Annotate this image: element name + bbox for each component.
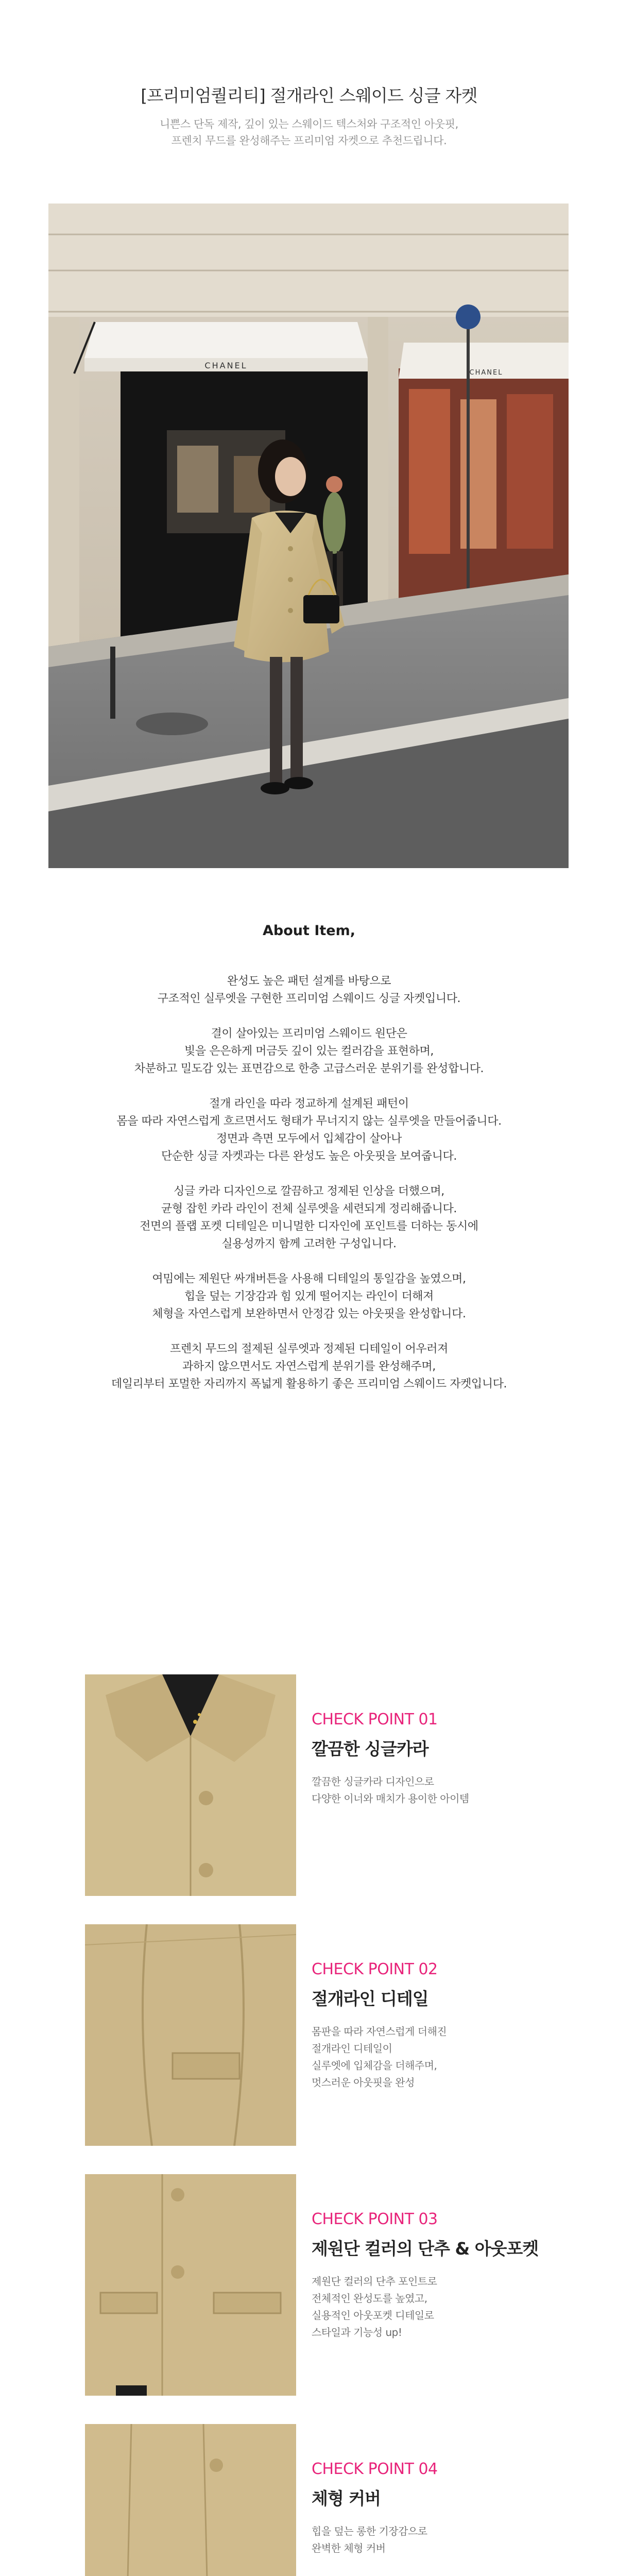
checkpoint-03 bbox=[0, 2174, 618, 2396]
about-line: 싱글 카라 디자인으로 깔끔하고 정제된 인상을 더했으며, bbox=[174, 1185, 444, 1198]
checkpoint-desc-line: 절개라인 디테일이 bbox=[312, 2042, 392, 2055]
subtitle-line: 니쁜스 단독 제작, 깊이 있는 스웨이드 텍스처와 구조적인 아웃핏, bbox=[160, 118, 458, 130]
about-line: 정면과 측면 모두에서 입체감이 살아나 bbox=[216, 1132, 402, 1145]
about-line: 빛을 은은하게 머금듯 깊이 있는 컬러감을 표현하며, bbox=[184, 1045, 434, 1058]
about-line: 차분하고 밀도감 있는 표면감으로 한층 고급스러운 분위기를 완성합니다. bbox=[134, 1062, 484, 1075]
checkpoint-03-text bbox=[312, 2210, 600, 2341]
about-line: 균형 잡힌 카라 라인이 전체 실루엣을 세련되게 정리해줍니다. bbox=[161, 1202, 457, 1215]
about-body bbox=[0, 973, 618, 1393]
checkpoint-desc-line: 제원단 컬러의 단추 포인트로 bbox=[312, 2275, 437, 2287]
checkpoint-01 bbox=[0, 1674, 618, 1896]
checkpoint-desc bbox=[312, 2523, 600, 2557]
about-line: 단순한 싱글 자켓과는 다른 완성도 높은 아웃핏을 보여줍니다. bbox=[161, 1150, 457, 1163]
about-paragraph bbox=[0, 1025, 618, 1078]
checkpoint-desc bbox=[312, 2273, 600, 2341]
about-item-section bbox=[0, 868, 618, 1411]
about-line: 완성도 높은 패턴 설계를 바탕으로 bbox=[227, 975, 391, 988]
checkpoint-title: 체형 커버 bbox=[312, 2488, 381, 2509]
checkpoint-label: CHECK POINT 01 bbox=[312, 1710, 438, 1728]
awning-brand: CHANEL bbox=[204, 361, 248, 370]
product-subtitle bbox=[0, 116, 618, 149]
about-line: 몸을 따라 자연스럽게 흐르면서도 형태가 무너지지 않는 실루엣을 만들어줍니다. bbox=[116, 1115, 502, 1128]
checkpoint-desc-line: 스타일과 기능성 up! bbox=[312, 2326, 402, 2338]
awning-brand-2: CHANEL bbox=[469, 369, 503, 377]
checkpoint-01-photo bbox=[85, 1674, 296, 1896]
about-title: About Item, bbox=[263, 923, 355, 939]
checkpoint-title: 깔끔한 싱글카라 bbox=[312, 1739, 428, 1759]
about-line: 구조적인 실루엣을 구현한 프리미엄 스웨이드 싱글 자켓입니다. bbox=[157, 992, 461, 1005]
checkpoint-label: CHECK POINT 04 bbox=[312, 2460, 438, 2478]
checkpoint-desc-line: 완벽한 체형 커버 bbox=[312, 2542, 386, 2554]
checkpoint-desc bbox=[312, 2023, 600, 2091]
checkpoint-01-text bbox=[312, 1710, 600, 1807]
checkpoint-03-photo bbox=[85, 2174, 296, 2396]
about-paragraph bbox=[0, 1270, 618, 1323]
checkpoint-desc-line: 힙을 덮는 롱한 기장감으로 bbox=[312, 2525, 427, 2537]
checkpoint-04-text bbox=[312, 2460, 600, 2557]
about-line: 체형을 자연스럽게 보완하면서 안정감 있는 아웃핏을 완성합니다. bbox=[152, 1308, 466, 1320]
checkpoint-desc bbox=[312, 1773, 600, 1807]
checkpoint-02-photo bbox=[85, 1924, 296, 2146]
checkpoint-desc-line: 멋스러운 아웃핏을 완성 bbox=[312, 2076, 415, 2089]
about-line: 실용성까지 함께 고려한 구성입니다. bbox=[221, 1238, 397, 1250]
checkpoint-title: 제원단 컬러의 단추 & 아웃포켓 bbox=[312, 2239, 539, 2259]
product-title: [프리미엄퀄리티] 절개라인 스웨이드 싱글 자켓 bbox=[141, 86, 477, 106]
checkpoint-desc-line: 실루엣에 입체감을 더해주며, bbox=[312, 2059, 437, 2072]
about-line: 과하지 않으면서도 자연스럽게 분위기를 완성해주며, bbox=[182, 1360, 436, 1373]
checkpoint-desc-line: 전체적인 완성도를 높였고, bbox=[312, 2292, 427, 2304]
about-paragraph bbox=[0, 973, 618, 1008]
about-line: 힙을 덮는 기장감과 힘 있게 떨어지는 라인이 더해져 bbox=[184, 1290, 434, 1303]
about-paragraph bbox=[0, 1341, 618, 1393]
checkpoint-desc-line: 실용적인 아웃포켓 디테일로 bbox=[312, 2309, 434, 2321]
checkpoint-04 bbox=[0, 2424, 618, 2576]
about-paragraph bbox=[0, 1095, 618, 1165]
checkpoint-desc-line: 깔끔한 싱글카라 디자인으로 bbox=[312, 1775, 434, 1788]
checkpoint-title: 절개라인 디테일 bbox=[312, 1989, 428, 2009]
about-paragraph bbox=[0, 1183, 618, 1253]
checkpoint-label: CHECK POINT 03 bbox=[312, 2210, 438, 2228]
checkpoint-label: CHECK POINT 02 bbox=[312, 1960, 438, 1978]
about-line: 전면의 플랩 포켓 디테일은 미니멀한 디자인에 포인트를 더하는 동시에 bbox=[140, 1220, 478, 1233]
checkpoint-02 bbox=[0, 1924, 618, 2146]
checkpoint-desc-line: 다양한 이너와 매치가 용이한 아이템 bbox=[312, 1792, 469, 1805]
hero-photo bbox=[48, 204, 569, 868]
subtitle-line: 프렌치 무드를 완성해주는 프리미엄 자켓으로 추천드립니다. bbox=[171, 134, 447, 147]
header bbox=[0, 0, 618, 204]
about-line: 프렌치 무드의 절제된 실루엣과 정제된 디테일이 어우러져 bbox=[169, 1343, 448, 1355]
checkpoint-02-text bbox=[312, 1960, 600, 2091]
about-line: 데일리부터 포멀한 자리까지 폭넓게 활용하기 좋은 프리미엄 스웨이드 자켓입니다. bbox=[111, 1378, 507, 1391]
checkpoint-04-photo bbox=[85, 2424, 296, 2576]
about-line: 절개 라인을 따라 정교하게 설계된 패턴이 bbox=[209, 1097, 409, 1110]
about-line: 결이 살아있는 프리미엄 스웨이드 원단은 bbox=[211, 1027, 407, 1040]
checkpoint-desc-line: 몸판을 따라 자연스럽게 더해진 bbox=[312, 2025, 447, 2038]
about-line: 여밈에는 제원단 싸개버튼을 사용해 디테일의 통일감을 높였으며, bbox=[152, 1273, 466, 1285]
